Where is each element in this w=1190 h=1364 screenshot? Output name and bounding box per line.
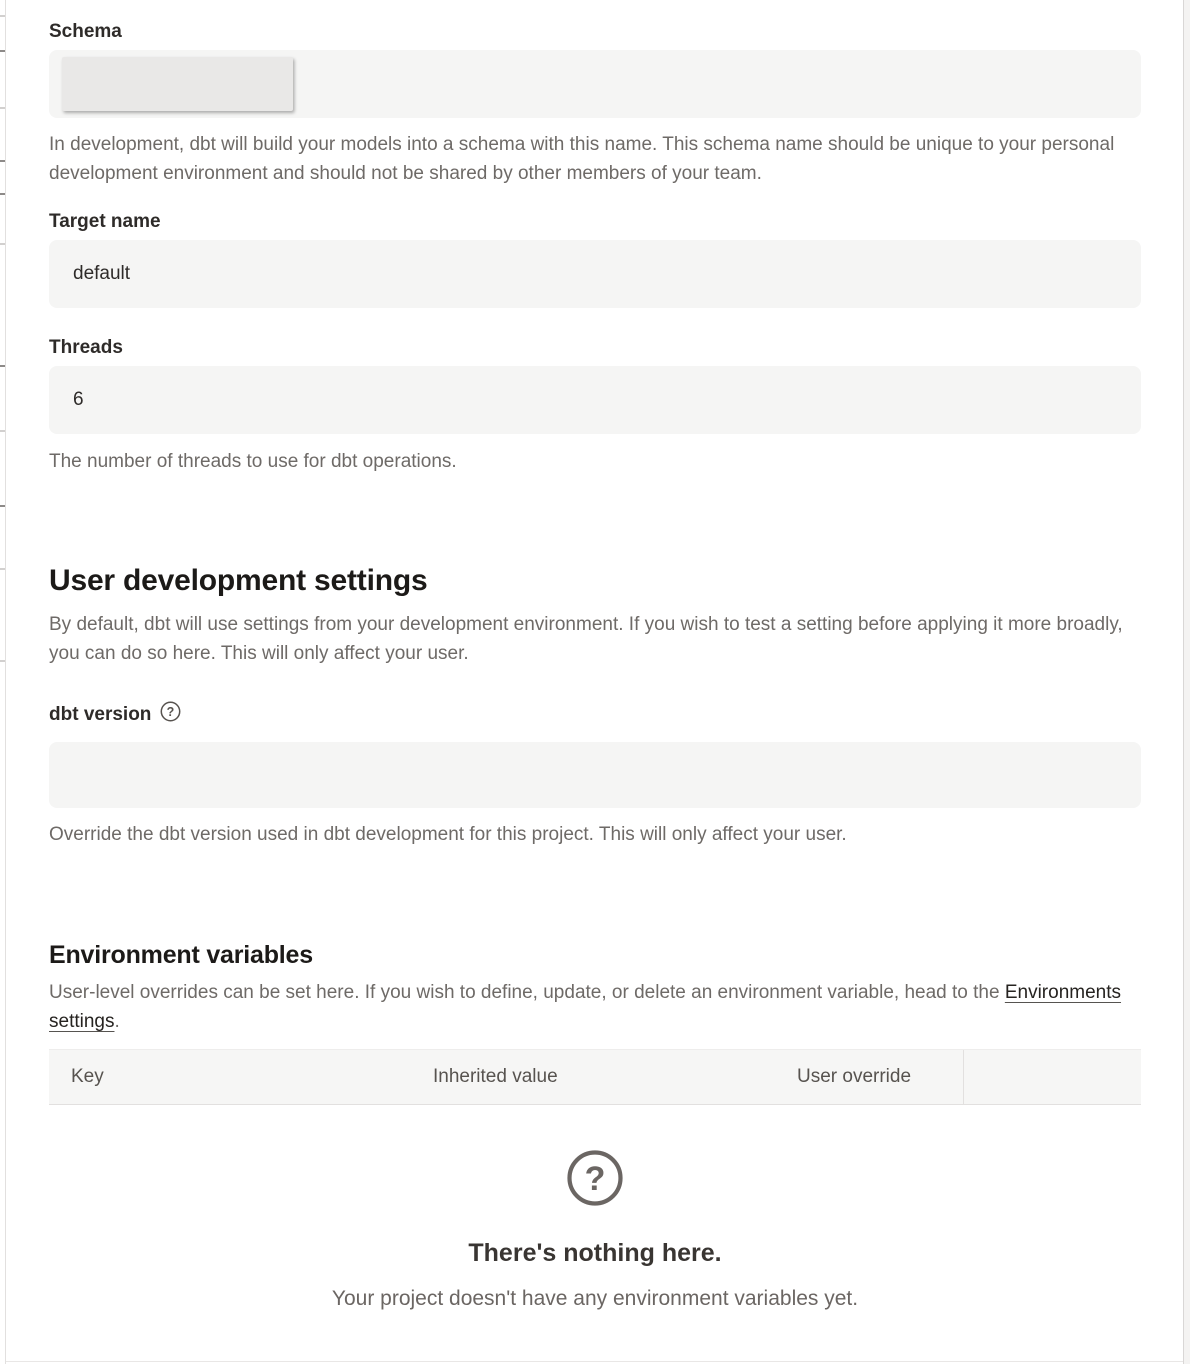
gutter-tick	[0, 365, 5, 367]
scrollbar-track[interactable]	[1184, 0, 1190, 1364]
dbt-version-label	[49, 701, 1141, 728]
settings-form	[49, 0, 1141, 1313]
schema-input[interactable]	[49, 50, 1141, 118]
gutter-tick	[0, 15, 5, 17]
schema-label: Schema	[49, 21, 122, 42]
dbt-version-input[interactable]	[49, 742, 1141, 808]
threads-label: Threads	[49, 337, 123, 358]
gutter-tick	[0, 193, 5, 195]
gutter-tick	[0, 568, 5, 570]
empty-state-message: Your project doesn't have any environment variables yet.	[331, 1287, 859, 1310]
dbt-version-label-text: dbt version	[49, 704, 152, 725]
environment-variables-title: Environment variables	[49, 941, 313, 969]
empty-state-title: There's nothing here.	[468, 1239, 722, 1267]
gutter-tick	[0, 50, 5, 52]
svg-text:?: ?	[584, 1160, 606, 1198]
column-header-key: Key	[71, 1066, 104, 1087]
schema-value-placeholder-block	[62, 57, 293, 111]
gutter-tick	[0, 505, 5, 507]
threads-help-text: The number of threads to use for dbt operations.	[49, 451, 457, 472]
env-vars-empty-state	[49, 1105, 1141, 1313]
environments-settings-link[interactable]: Environments settings	[49, 982, 1122, 1032]
threads-input-value: 6	[73, 389, 84, 410]
gutter-tick	[0, 430, 5, 432]
target-name-label: Target name	[49, 211, 161, 232]
dbt-version-help-text: Override the dbt version used in dbt development for this project. This will only affect your user.	[49, 824, 847, 845]
user-development-settings-title: User development settings	[49, 564, 428, 597]
right-panel-edge	[1183, 0, 1184, 1364]
column-header-user-override: User override	[797, 1066, 912, 1087]
gutter-tick	[0, 243, 5, 245]
gutter-tick	[0, 660, 5, 662]
env-vars-description-text: User-level overrides can be set here. If you wish to define, update, or delete an environment variable, head to the	[49, 982, 1005, 1003]
gutter-tick	[0, 107, 5, 109]
column-header-actions	[963, 1050, 1141, 1104]
env-vars-description-period: .	[114, 1011, 120, 1032]
user-development-settings-description: By default, dbt will use settings from your development environment. If you wish to test a setting before applying it more broadly, you can do so here. This will only affect your user.	[49, 614, 1123, 664]
threads-input[interactable]	[49, 366, 1141, 434]
target-name-input[interactable]	[49, 240, 1141, 308]
env-vars-table-header	[49, 1049, 1141, 1105]
svg-text:?: ?	[167, 705, 175, 719]
environment-variables-description	[49, 978, 1141, 1036]
left-panel-edge	[5, 0, 6, 1364]
bottom-divider	[6, 1361, 1183, 1362]
target-name-input-value: default	[73, 263, 131, 284]
question-circle-icon[interactable]	[160, 701, 181, 728]
column-header-inherited-value: Inherited value	[433, 1066, 558, 1087]
gutter-tick	[0, 160, 5, 162]
schema-help-text: In development, dbt will build your models into a schema with this name. This schema name should be unique to your personal development environment and should not be shared by other members of your team.	[49, 134, 1115, 184]
question-circle-icon	[566, 1149, 624, 1212]
